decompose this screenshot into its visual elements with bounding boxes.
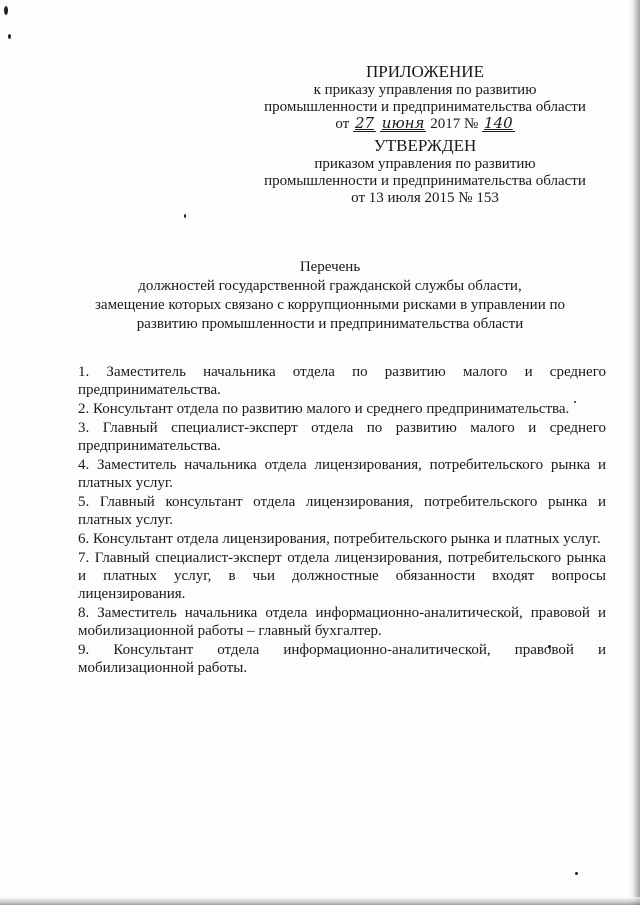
list-title-block xyxy=(90,258,570,334)
appendix-line-2: промышленности и предпринимательства области xyxy=(264,99,586,115)
list-title-line-1: должностей государственной гражданской службы области, xyxy=(138,278,522,294)
list-title-line-3: развитию промышленности и предпринимательства области xyxy=(136,316,524,332)
appendix-header xyxy=(255,62,595,133)
handwritten-day: 27 xyxy=(354,114,375,132)
appendix-line-1: к приказу управления по развитию xyxy=(313,82,537,98)
approved-header xyxy=(255,136,595,207)
scan-speck xyxy=(8,34,11,39)
approved-title: УТВЕРЖДЕН xyxy=(373,136,477,155)
scan-bottom-edge xyxy=(0,897,640,905)
appendix-year: 2017 xyxy=(430,116,461,132)
handwritten-number: 140 xyxy=(484,114,513,132)
scan-speck xyxy=(575,872,578,875)
handwritten-month: июня xyxy=(381,114,425,132)
positions-list xyxy=(78,363,606,678)
appendix-date-prefix: от xyxy=(335,116,350,132)
list-item: 5. Главный консультант отдела лицензирования, потребительского рынка и платных услуг. xyxy=(78,494,606,528)
scan-speck xyxy=(184,214,186,218)
approved-line-2: промышленности и предпринимательства области xyxy=(264,173,586,189)
list-item: 7. Главный специалист-эксперт отдела лицензирования, потребительского рынка и платных услуг, в чьи должностные обязанности входят вопросы лицензирования. xyxy=(78,550,606,602)
list-item: 8. Заместитель начальника отдела информационно-аналитической, правовой и мобилизационной работы – главный бухгалтер. xyxy=(78,605,606,639)
appendix-title: ПРИЛОЖЕНИЕ xyxy=(366,62,484,81)
appendix-date-line xyxy=(255,116,595,133)
list-item: 3. Главный специалист-эксперт отдела по развитию малого и среднего предпринимательства. xyxy=(78,420,606,454)
list-item: 9. Консультант отдела информационно-аналитической, правовой и мобилизационной работы. xyxy=(78,642,606,676)
number-sign: № xyxy=(463,116,479,132)
list-item: 1. Заместитель начальника отдела по развитию малого и среднего предпринимательства. xyxy=(78,364,606,398)
scan-right-edge xyxy=(628,0,640,905)
list-item: 4. Заместитель начальника отдела лицензирования, потребительского рынка и платных услуг. xyxy=(78,457,606,491)
approved-line-1: приказом управления по развитию xyxy=(314,156,536,172)
approved-line-3: от 13 июля 2015 № 153 xyxy=(351,190,499,206)
list-item: 2. Консультант отдела по развитию малого и среднего предпринимательства. xyxy=(78,401,570,417)
list-heading: Перечень xyxy=(299,259,361,275)
list-title-line-2: замещение которых связано с коррупционными рисками в управлении по xyxy=(94,297,566,313)
scan-speck xyxy=(4,6,8,15)
list-item: 6. Консультант отдела лицензирования, потребительского рынка и платных услуг. xyxy=(78,531,601,547)
